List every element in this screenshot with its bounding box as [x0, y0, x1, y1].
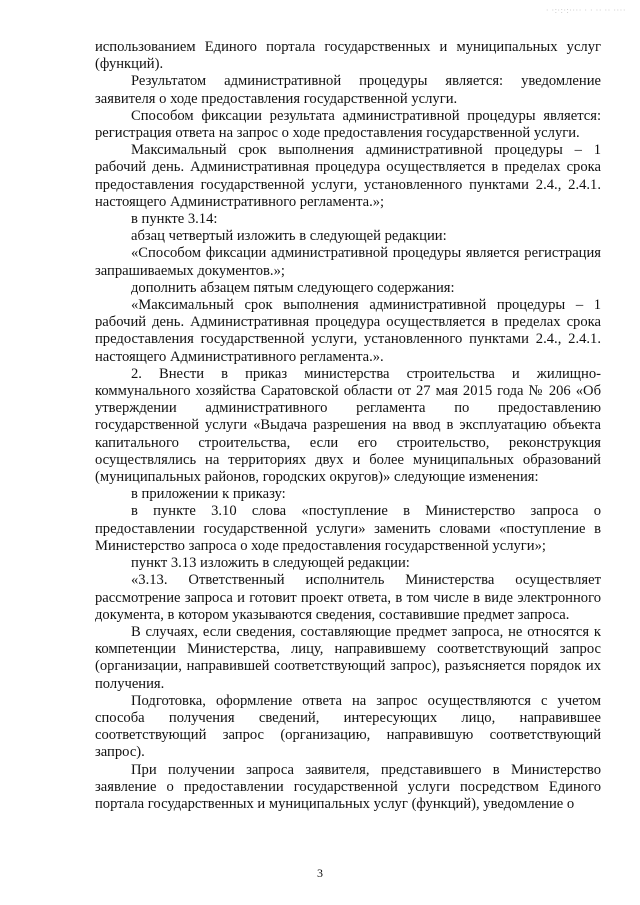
paragraph: в пункте 3.10 слова «поступление в Министерство запроса о предоставлении государственной услуги» заменить словами «поступление в Министерство запроса о ходе предоставления государственной услуги»; [95, 503, 601, 554]
paragraph: Результатом административной процедуры является: уведомление заявителя о ходе предоставления государственной услуги. [95, 73, 601, 107]
paragraph: Подготовка, оформление ответа на запрос осуществляются с учетом способа получения сведений, интересующих лицо, направившее соответствующий запрос (организацию, направившую соответствующий запрос). [95, 692, 601, 761]
paragraph: При получении запроса заявителя, представившего в Министерство заявление о предоставлении государственной услуги посредством Единого портала государственных и муниципальных услуг (функций), уведомление о [95, 761, 601, 812]
paragraph: Способом фиксации результата административной процедуры является: регистрация ответа на запрос о ходе предоставления государственной услуги. [95, 107, 601, 142]
paragraph: абзац четвертый изложить в следующей редакции: [131, 228, 447, 245]
paragraph: «Способом фиксации административной процедуры является регистрация запрашиваемых документов.»; [95, 245, 601, 279]
paragraph: «3.13. Ответственный исполнитель Министерства осуществляет рассмотрение запроса и готовит проект ответа, в том числе в виде электронного документа, в котором указываются сведения, составившие предмет запроса. [95, 572, 601, 623]
paragraph: В случаях, если сведения, составляющие предмет запроса, не относятся к компетенции Министерства, лицу, направившему соответствующий запрос (организации, направившей соответствующий запрос), разъясняется порядок их получения. [95, 623, 601, 692]
paragraph: 2. Внести в приказ министерства строительства и жилищно-коммунального хозяйства Саратовской области от 27 мая 2015 года № 206 «Об утверждении административного регламента по предоставлению государственной услуги «Выдача разрешения на ввод в эксплуатацию объекта капитального строительства, если его строительство, реконструкция осуществлялись на территориях двух и более муниципальных образований (муниципальных районов, городских округов)» следующие изменения: [95, 365, 601, 486]
paragraph: Максимальный срок выполнения административной процедуры – 1 рабочий день. Административная процедура осуществляется в пределах срока предоставления государственной услуги, установленного пунктами 2.4., 2.4.1. настоящего Административного регламента.»; [95, 142, 601, 210]
paragraph: «Максимальный срок выполнения административной процедуры – 1 рабочий день. Административная процедура осуществляется в пределах срока предоставления государственной услуги, установленного пунктами 2.4., 2.4.1. настоящего Административного регламента.». [95, 297, 601, 365]
document-body [95, 39, 601, 813]
paragraph: в приложении к приказу: [131, 486, 286, 503]
paragraph: в пункте 3.14: [131, 211, 218, 228]
paragraph: пункт 3.13 изложить в следующей редакции: [131, 555, 410, 572]
paragraph: использованием Единого портала государственных и муниципальных услуг (функций). [95, 39, 601, 73]
paragraph: дополнить абзацем пятым следующего содержания: [131, 279, 455, 296]
scan-stamp: · ·:·:·:···· · · ·· ·· ···· [545, 6, 626, 15]
page-number: 3 [317, 866, 323, 880]
